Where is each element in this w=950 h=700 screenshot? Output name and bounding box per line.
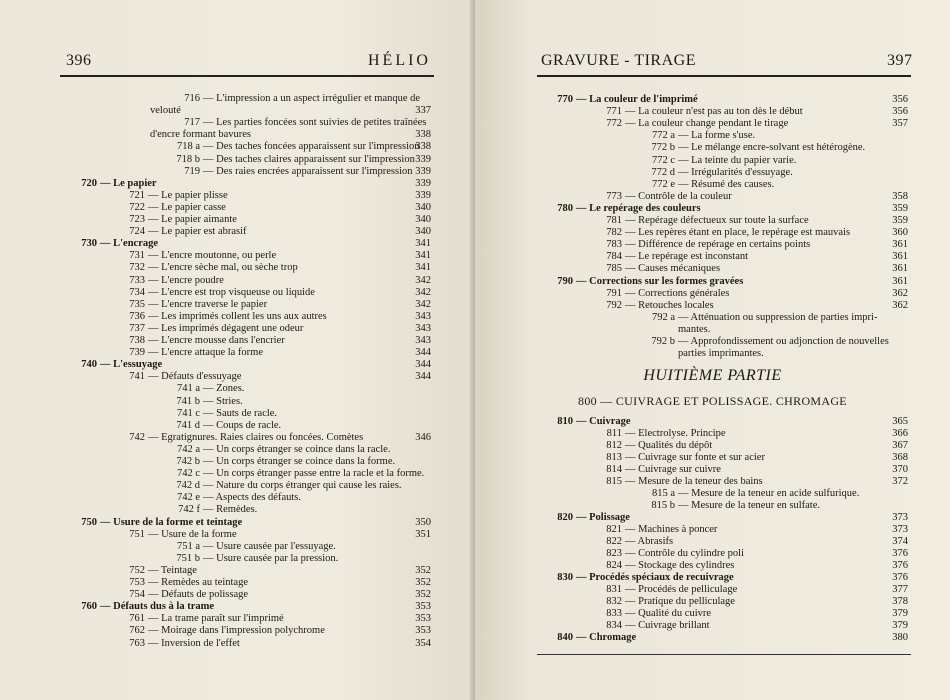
part-subtitle: 800 — CUIVRAGE ET POLISSAGE. CHROMAGE [578,394,847,408]
toc-entry-code: 792 [606,299,622,311]
toc-entry-code: 840 [557,632,573,643]
toc-entry-title: — Remèdes au teintage [148,577,249,588]
toc-entry-page: 359 [892,215,908,226]
toc-entry-code: 814 [606,464,622,475]
toc-entry-title: — Les repères étant en place, le repérage est mauvais [625,227,851,239]
toc-entry-page: 380 [892,632,908,643]
toc-entry-title: — Machines à poncer [625,524,718,535]
toc-entry-title: — Des raies encrées apparaissent sur l'impression [203,165,413,177]
toc-entry-title: — Stockage des cylindres [625,560,735,571]
toc-entry-code: 741 a [176,383,200,395]
toc-entry-page: 338 [415,129,431,141]
toc-entry-title: — Pratique du pelliculage [625,596,735,607]
toc-entry-title: — Différence de repérage en certains points [625,239,811,251]
dot-leader [719,525,880,537]
dot-leader [852,228,880,240]
toc-entry-title: mantes. [678,323,711,335]
toc-entry-code: 770 [557,94,573,105]
dot-leader [317,288,403,300]
toc-entry-title: — Retouches locales [625,299,714,311]
toc-entry-code: 790 [557,275,573,287]
toc-entry-title: — Egratignures. Raies claires ou foncées. Comètes [148,431,364,443]
toc-entry-title: — Le papier [100,177,157,189]
dot-leader [249,227,403,239]
toc-entry-code: 733 [129,274,145,286]
toc-entry-title: d'encre formant bavures [150,129,252,141]
toc-entry-title: — Procédés spéciaux de recuivrage [576,572,734,583]
dot-leader [734,192,880,204]
toc-entry-page: 377 [892,584,908,595]
toc-entry-code: 824 [606,560,622,571]
toc-entry-title: — Polissage [576,512,630,523]
toc-entry-title: — Procédés de pelliculage [625,584,738,595]
toc-entry-page: 351 [415,528,431,540]
toc-entry-code: 731 [129,250,145,262]
toc-entry-code: 732 [129,262,145,274]
toc-entry-page: 357 [892,118,908,130]
dot-leader [722,264,880,276]
toc-entry-code: 739 [129,347,145,359]
toc-entry-code: 822 [606,536,622,547]
toc-entry-title: — Aspects des défauts. [203,492,301,504]
toc-entry-page: 341 [415,238,431,250]
toc-entry-title: — L'encre poudre [148,274,224,286]
toc-entry-code: 742 c [176,468,200,480]
toc-entry-code: 742 e [176,492,200,504]
toc-entry-page: 353 [415,601,431,613]
toc-entry-page: 343 [415,322,431,334]
toc-entry-page: 373 [892,512,908,523]
toc-entry-code: 815 [606,476,622,487]
dot-leader [327,626,403,638]
toc-entry-title: — Le papier est abrasif [148,226,247,238]
dot-leader [805,107,880,119]
toc-entry-title: — Des taches foncées apparaissent sur l'impression [203,141,420,153]
toc-entry-page: 361 [892,239,908,251]
toc-entry-title: parties imprimantes. [678,348,764,360]
toc-entry-code: 832 [606,596,622,607]
toc-entry-code: 742 a [176,443,200,455]
toc-entry-page: 344 [415,371,431,383]
toc-entry-title: — Causes mécaniques [625,263,721,275]
toc-entry-page: 343 [415,310,431,322]
toc-entry-page: 342 [415,298,431,310]
toc-entry-code: 821 [606,524,622,535]
toc-entry-title: — Atténuation ou suppression de parties impri- [678,311,878,323]
toc-entry-title: — Cuivrage sur fonte et sur acier [625,452,765,463]
toc-entry-page: 366 [892,428,908,439]
toc-entry-page: 340 [415,214,431,225]
toc-entry-title: — Corrections sur les formes gravées [576,275,744,287]
toc-entry-code: 723 [129,214,145,225]
toc-entry-title: — Le papier casse [148,201,226,213]
toc-entry-title: — Les imprimés collent les uns aux autres [148,310,327,322]
toc-entry-title: velouté [150,105,181,117]
toc-entry-page: 352 [415,564,431,576]
toc-entry-code: 813 [606,452,622,463]
toc-entry-code: 772 c [651,154,675,166]
toc-entry-code: 772 d [651,166,675,178]
dot-leader [230,191,403,203]
toc-entry-title: — La couleur n'est pas au ton dès le début [625,106,803,118]
toc-entry-page: 339 [415,177,431,189]
dot-leader [790,119,880,131]
toc-entry-title: — Usure de la forme et teintage [100,516,243,528]
toc-entry-title: — Les imprimés dégagent une odeur [148,322,304,334]
toc-entry-title: — L'encre sèche mal, ou sèche trop [148,262,298,274]
toc-entry-title: — Usure causée par la pression. [203,552,339,564]
toc-entry-title: — Usure de la forme [148,528,237,540]
toc-entry-page: 376 [892,548,908,559]
toc-entry-title: — Coups de racle. [203,419,282,431]
dot-leader [728,429,880,441]
toc-entry-code: 751 [129,528,145,540]
toc-entry-code: 763 [129,637,145,649]
toc-entry-title: — Inversion de l'effet [148,637,240,649]
toc-entry-page: 353 [415,625,431,637]
dot-leader [712,621,880,633]
dot-leader [731,289,880,301]
toc-entry-page: 379 [892,608,908,619]
toc-entry-code: 716 [184,93,200,104]
toc-entry-code: 753 [129,577,145,588]
toc-entry-page: 352 [415,589,431,601]
toc-entry-page: 346 [415,431,431,443]
toc-entry-code: 742 b [176,456,200,467]
toc-entry-title: — Cuivrage brillant [625,620,710,631]
dot-leader [736,573,880,585]
dot-leader [239,215,403,227]
toc-entry-code: 730 [81,238,97,250]
toc-entry-code: 742 d [176,480,200,492]
toc-entry-code: 742 f [178,504,200,516]
toc-entry-title: — Défauts dus à la trame [100,601,215,613]
toc-entry-title: — Irrégularités d'essuyage. [678,166,793,178]
toc-entry-code: 754 [129,589,145,601]
toc-entry-code: 741 d [176,419,200,431]
toc-entry-title: — La couleur change pendant le tirage [625,118,789,130]
toc-entry-page: 376 [892,560,908,571]
toc-entry-title: — L'encre traverse le papier [148,298,268,310]
toc-entry-title: — Cuivrage [576,416,631,427]
toc-entry-page: 340 [415,226,431,238]
dot-leader [746,549,880,561]
right-header-rule [537,75,911,77]
dot-leader [745,277,880,289]
toc-entry-title: — Usure causée par l'essuyage. [203,540,336,552]
dot-leader [305,324,403,336]
toc-entry-code: 718 a [176,141,200,153]
toc-entry-page: 344 [415,347,431,359]
toc-entry-code: 722 [129,201,145,213]
dot-leader [812,240,880,252]
toc-entry-title: — L'encrage [100,238,159,250]
toc-entry-page: 365 [892,416,908,427]
toc-entry-title: — Nature du corps étranger qui cause les raies. [203,480,402,492]
toc-entry-title: — Le papier aimante [148,214,237,225]
toc-entry-code: 771 [606,106,622,118]
toc-entry-page: 373 [892,524,908,535]
toc-entry-title: — L'impression a un aspect irrégulier et manque de [203,93,421,104]
toc-entry-code: 833 [606,608,622,619]
toc-entry-code: 815 a [651,488,675,499]
toc-entry-title: — Un corps étranger passe entre la racle et la forme. [203,468,425,480]
dot-leader [329,312,403,324]
toc-entry-code: 780 [557,202,573,214]
toc-entry-title: — Chromage [576,632,637,643]
toc-entry-code: 750 [81,516,97,528]
toc-entry-title: — Mesure de la teneur en acide sulfurique. [678,488,860,499]
toc-entry-code: 735 [129,298,145,310]
toc-entry-page: 358 [892,190,908,202]
toc-entry-title: — Mesure de la teneur des bains [625,476,763,487]
toc-entry-page: 352 [415,577,431,588]
toc-entry-title: — Moirage dans l'impression polychrome [148,625,325,637]
toc-entry-page: 362 [892,287,908,299]
toc-entry-code: 717 [184,117,200,129]
toc-entry-code: 772 [606,118,622,130]
toc-entry-page: 368 [892,452,908,463]
toc-entry-code: 741 [129,371,145,383]
toc-entry-page: 359 [892,202,908,214]
toc-entry-title: — La trame paraît sur l'imprimé [148,613,284,625]
toc-entry-page: 340 [415,201,431,213]
toc-entry-title: — Zones. [203,383,245,395]
dot-leader [228,203,403,215]
toc-entry-title: — Résumé des causes. [678,178,775,190]
dot-leader [739,585,880,597]
toc-entry-page: 339 [415,189,431,201]
left-header-rule [60,75,434,77]
toc-entry-title: — Qualités du dépôt [625,440,713,451]
toc-entry-page: 361 [892,263,908,275]
toc-entry-title: — Le mélange encre-solvant est hétérogène. [678,142,866,154]
toc-entry-page: 338 [415,141,431,153]
left-running-head: HÉLIO [368,52,431,69]
toc-entry-page: 374 [892,536,908,547]
toc-entry-code: 720 [81,177,97,189]
toc-entry-title: — Sauts de racle. [203,407,278,419]
dot-leader [713,609,880,621]
right-page-number: 397 [887,52,913,69]
toc-entry-code: 762 [129,625,145,637]
toc-entry-code: 782 [606,227,622,239]
toc-entry-page: 378 [892,596,908,607]
toc-entry-code: 740 [81,359,97,371]
toc-entry-title: — Défauts d'essuyage [148,371,242,383]
toc-entry-title: — La couleur de l'imprimé [576,94,698,105]
toc-entry-title: — Contrôle du cylindre poli [625,548,744,559]
toc-entry-code: 738 [129,335,145,346]
toc-entry-code: 718 b [176,153,200,165]
toc-entry-code: 773 [606,190,622,202]
toc-entry-code: 834 [606,620,622,631]
toc-entry-code: 761 [129,613,145,625]
toc-entry-page: 376 [892,572,908,583]
toc-entry-page: 372 [892,476,908,487]
dot-leader [243,372,403,384]
toc-entry-title: — L'encre attaque la forme [148,347,263,359]
toc-entry-page: 367 [892,440,908,451]
toc-entry-title: — L'essuyage [100,359,163,371]
toc-entry-title: — Qualité du cuivre [625,608,712,619]
toc-entry-code: 772 b [651,142,675,154]
toc-entry-title: — Un corps étranger se coince dans la racle. [203,443,391,455]
toc-entry-title: — Contrôle de la couleur [625,190,732,202]
dot-leader [737,597,880,609]
toc-entry-page: 341 [415,262,431,274]
toc-entry-code: 811 [606,428,622,439]
toc-entry-code: 742 [129,431,145,443]
toc-entry-page: 342 [415,274,431,286]
dot-leader [300,263,403,275]
toc-entry-code: 815 b [651,500,675,511]
dot-leader [265,348,403,360]
toc-entry-code: 792 a [651,311,675,323]
toc-entry-title: — Teintage [148,564,197,576]
toc-entry-code: 760 [81,601,97,613]
left-page-number: 396 [66,52,92,69]
toc-entry-page: 356 [892,106,908,118]
dot-leader [750,252,880,264]
toc-entry-code: 772 e [651,178,675,190]
toc-entry-page: 344 [415,359,431,371]
toc-entry-title: — Mesure de la teneur en sulfate. [678,500,820,511]
toc-entry-page: 342 [415,286,431,298]
dot-leader [736,561,880,573]
toc-entry-code: 831 [606,584,622,595]
right-running-head: GRAVURE - TIRAGE [541,52,696,69]
toc-entry-page: 356 [892,94,908,105]
toc-entry-title: — Stries. [203,395,243,407]
toc-entry-page: 354 [415,637,431,649]
toc-entry-code: 785 [606,263,622,275]
toc-entry-title: — La forme s'use. [678,130,756,142]
toc-entry-code: 724 [129,226,145,238]
toc-entry-code: 737 [129,322,145,334]
toc-entry-title: — Approfondissement ou adjonction de nouvelles [678,336,889,347]
toc-entry-title: — Le repérage est inconstant [625,251,749,263]
toc-entry-page: 337 [415,105,431,117]
toc-entry-code: 752 [129,564,145,576]
toc-entry-title: — Remèdes. [203,504,258,516]
toc-entry-code: 772 a [651,130,675,142]
toc-entry-code: 823 [606,548,622,559]
toc-entry-page: 339 [415,165,431,177]
toc-entry-code: 734 [129,286,145,298]
toc-entry-page: 361 [892,275,908,287]
toc-entry-title: — Electrolyse. Principe [625,428,726,439]
toc-entry-code: 812 [606,440,622,451]
dot-leader [242,639,403,651]
right-page [475,0,950,700]
toc-entry-page: 360 [892,227,908,239]
toc-entry-title: — L'encre est trop visqueuse ou liquide [148,286,315,298]
toc-entry-code: 784 [606,251,622,263]
toc-entry-title: — L'encre mousse dans l'encrier [148,335,285,346]
dot-leader [250,578,403,590]
toc-entry-code: 741 b [176,395,200,407]
toc-entry-code: 810 [557,416,573,427]
toc-entry-title: — Corrections générales [625,287,730,299]
toc-entry-code: 719 [184,165,200,177]
toc-entry-page: 370 [892,464,908,475]
toc-entry-code: 741 c [176,407,200,419]
toc-entry-code: 721 [129,189,145,201]
dot-leader [287,336,403,348]
dot-leader [244,518,403,530]
toc-entry-page: 379 [892,620,908,631]
toc-entry-code: 736 [129,310,145,322]
right-footer-rule [537,654,911,655]
toc-entry-title: — Les parties foncées sont suivies de petites traînées [203,117,427,129]
toc-entry-title: — L'encre moutonne, ou perle [148,250,277,262]
toc-entry-code: 830 [557,572,573,583]
toc-entry-page: 353 [415,613,431,625]
toc-entry-code: 751 b [176,552,200,564]
toc-entry-title: — Des taches claires apparaissent sur l'impression [203,153,415,165]
toc-entry-code: 820 [557,512,573,523]
toc-entry-title: — Abrasifs [625,536,674,547]
toc-entry-page: 339 [415,153,431,165]
toc-entry-title: — Le papier plisse [148,189,228,201]
toc-entry-title: — Défauts de polissage [148,589,249,601]
toc-entry-title: — Repérage défectueux sur toute la surface [625,215,809,226]
toc-entry-code: 783 [606,239,622,251]
toc-entry-page: 343 [415,335,431,346]
toc-entry-code: 781 [606,215,622,226]
part-title: HUITIÈME PARTIE [643,367,782,384]
toc-entry-page: 341 [415,250,431,262]
toc-entry-page: 362 [892,299,908,311]
toc-entry-title: — La teinte du papier varie. [678,154,797,166]
dot-leader [638,633,880,645]
toc-entry-code: 792 b [651,336,675,347]
toc-entry-title: — Le repérage des couleurs [576,202,701,214]
toc-entry-code: 751 a [176,540,200,552]
dot-leader [767,453,880,465]
toc-entry-code: 791 [606,287,622,299]
toc-entry-title: — Un corps étranger se coince dans la forme. [203,456,396,467]
toc-entry-page: 361 [892,251,908,263]
toc-entry-page: 350 [415,516,431,528]
dot-leader [250,590,403,602]
toc-entry-title: — Cuivrage sur cuivre [625,464,721,475]
